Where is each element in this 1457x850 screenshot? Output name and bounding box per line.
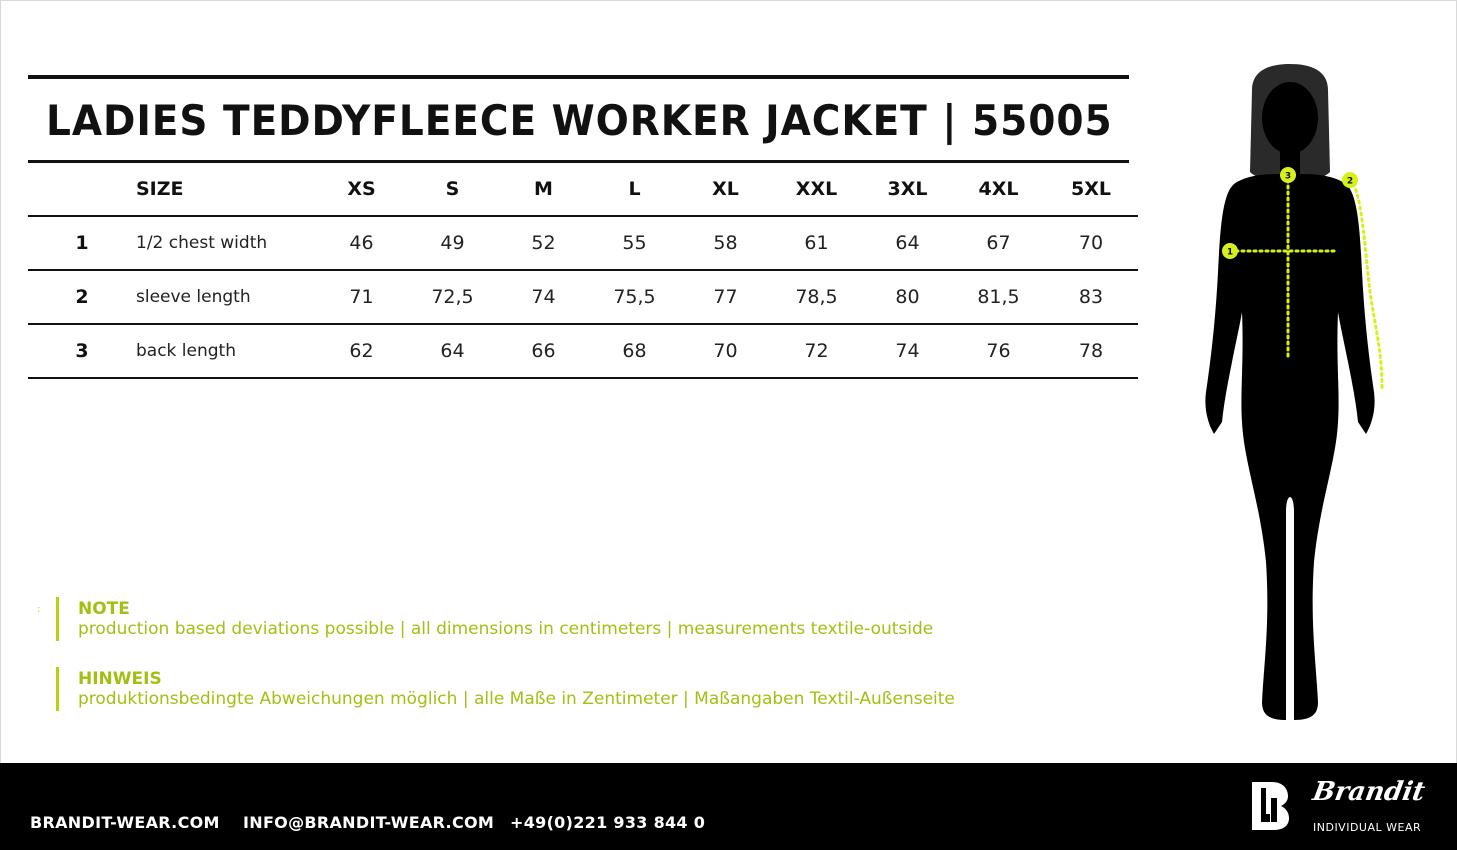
table-cell: 46 [316, 216, 407, 270]
row-number: 3 [28, 324, 136, 378]
row-number: 1 [28, 216, 136, 270]
table-cell: 64 [862, 216, 953, 270]
row-number: 2 [28, 270, 136, 324]
note-tick-mark: : [37, 604, 41, 615]
row-label: 1/2 chest width [136, 216, 316, 270]
table-cell: 64 [407, 324, 498, 378]
marker-2-icon [1342, 172, 1358, 188]
table-cell: 58 [680, 216, 771, 270]
table-cell: 77 [680, 270, 771, 324]
size-col-header: XS [316, 163, 407, 216]
table-cell: 81,5 [953, 270, 1044, 324]
table-cell: 80 [862, 270, 953, 324]
size-col-header: M [498, 163, 589, 216]
svg-text:3: 3 [1284, 171, 1292, 182]
footer-bar [0, 763, 1457, 850]
row-label: sleeve length [136, 270, 316, 324]
svg-text:2: 2 [1346, 176, 1354, 187]
table-row [28, 324, 1138, 378]
measurement-figure [1190, 62, 1390, 727]
marker-1-icon [1222, 243, 1238, 259]
header-blank [28, 163, 136, 216]
table-cell: 78,5 [771, 270, 862, 324]
size-table [28, 163, 1138, 379]
table-cell: 71 [316, 270, 407, 324]
size-col-header: XL [680, 163, 771, 216]
note-bar-de [56, 667, 59, 711]
note-title-de: HINWEIS [78, 669, 162, 689]
note-text-en: production based deviations possible | all dimensions in centimeters | measurements textile-outside [78, 619, 934, 639]
size-col-header: S [407, 163, 498, 216]
table-cell: 83 [1044, 270, 1138, 324]
table-cell: 62 [316, 324, 407, 378]
marker-3-icon [1280, 167, 1296, 183]
note-text-de: produktionsbedingte Abweichungen möglich | alle Maße in Zentimeter | Maßangaben Textil-Außenseite [78, 689, 955, 709]
size-col-header: 5XL [1044, 163, 1138, 216]
table-cell: 78 [1044, 324, 1138, 378]
table-cell: 74 [498, 270, 589, 324]
table-row [28, 270, 1138, 324]
note-bar-en [56, 597, 59, 641]
size-header-row [28, 163, 1138, 216]
note-title-en: NOTE [78, 599, 130, 619]
table-cell: 75,5 [589, 270, 680, 324]
top-rule [28, 75, 1129, 79]
brandit-b-logo-icon [1250, 780, 1290, 832]
row-label: back length [136, 324, 316, 378]
table-cell: 76 [953, 324, 1044, 378]
size-col-header: 4XL [953, 163, 1044, 216]
page-title: LADIES TEDDYFLEECE WORKER JACKET | 55005 [46, 96, 1113, 145]
table-cell: 68 [589, 324, 680, 378]
table-cell: 55 [589, 216, 680, 270]
table-cell: 67 [953, 216, 1044, 270]
table-cell: 72 [771, 324, 862, 378]
table-cell: 72,5 [407, 270, 498, 324]
silhouette-icon [1205, 64, 1374, 720]
table-cell: 49 [407, 216, 498, 270]
size-col-header: 3XL [862, 163, 953, 216]
brandit-tagline: INDIVIDUAL WEAR [1313, 821, 1422, 834]
table-row [28, 216, 1138, 270]
table-cell: 74 [862, 324, 953, 378]
size-col-header: L [589, 163, 680, 216]
table-cell: 70 [1044, 216, 1138, 270]
footer-email-link[interactable]: INFO@BRANDIT-WEAR.COM [243, 813, 495, 832]
table-cell: 70 [680, 324, 771, 378]
table-cell: 52 [498, 216, 589, 270]
brandit-wordmark: Brandit [1310, 777, 1428, 807]
svg-text:1: 1 [1226, 247, 1234, 258]
table-cell: 66 [498, 324, 589, 378]
footer-phone: +49(0)221 933 844 0 [510, 813, 706, 832]
table-cell: 61 [771, 216, 862, 270]
size-header-label: SIZE [136, 163, 316, 216]
size-col-header: XXL [771, 163, 862, 216]
footer-website-link[interactable]: BRANDIT-WEAR.COM [30, 813, 220, 832]
